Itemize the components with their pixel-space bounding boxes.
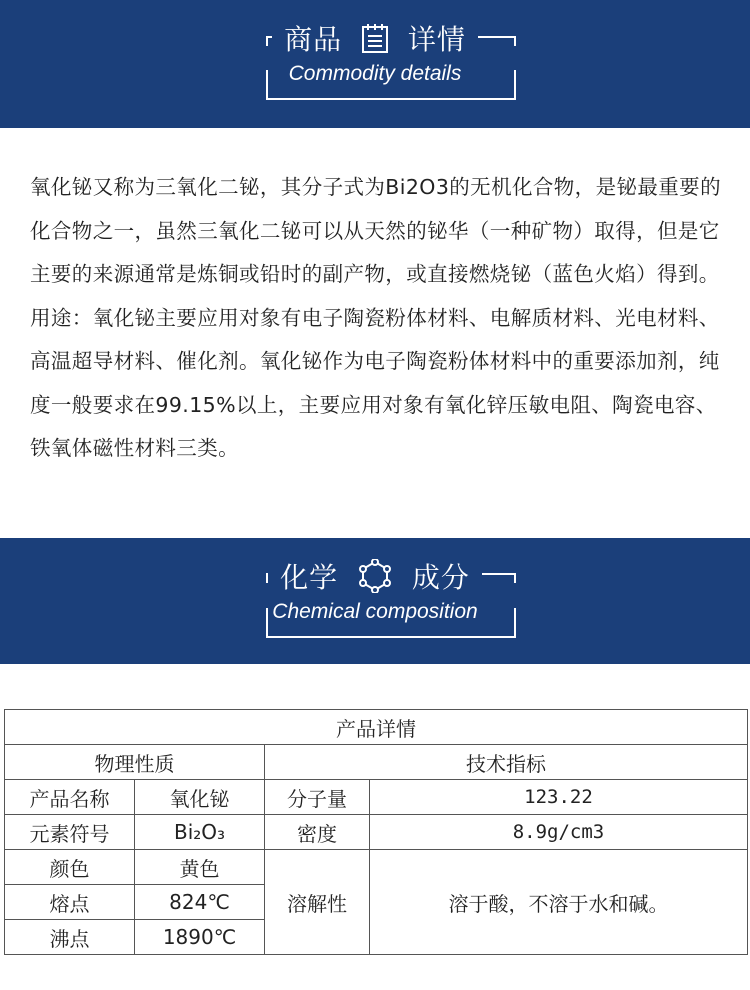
description-paragraph: 氧化铋又称为三氧化二铋，其分子式为Bi2O3的无机化合物，是铋最重要的化合物之一，虽然三氧化二铋可以从天然的铋华（一种矿物）取得，但是它主要的来源通常是炼铜或铅时的副产物，或直接燃烧铋（蓝色火焰）得到。 <box>30 175 721 286</box>
chemical-composition-banner <box>0 538 750 664</box>
table-cell-value: Bi₂O₃ <box>135 815 265 850</box>
technical-specs-header: 技术指标 <box>265 745 748 780</box>
product-description <box>30 166 730 471</box>
banner-title-right: 成分 <box>411 561 470 594</box>
banner-title-right: 详情 <box>407 23 466 56</box>
physical-properties-header: 物理性质 <box>5 745 265 780</box>
table-cell-label: 密度 <box>265 815 370 850</box>
usage-paragraph: 用途：氧化铋主要应用对象有电子陶瓷粉体材料、电解质材料、光电材料、高温超导材料、催化剂。氧化铋作为电子陶瓷粉体材料中的重要添加剂，纯度一般要求在99.15%以上，主要应用对象有氧化锌压敏电阻、陶瓷电容、铁氧体磁性材料三类。 <box>30 305 720 460</box>
banner-title <box>0 556 750 596</box>
table-row <box>5 780 748 815</box>
table-row <box>5 850 748 885</box>
table-cell-value: 氧化铋 <box>135 780 265 815</box>
table-row <box>5 815 748 850</box>
table-cell-label: 分子量 <box>265 780 370 815</box>
table-cell-value: 824℃ <box>135 885 265 920</box>
hexagon-molecule-icon <box>356 559 394 593</box>
table-cell-value: 溶于酸，不溶于水和碱。 <box>370 850 748 955</box>
table-cell-label: 产品名称 <box>5 780 135 815</box>
notepad-icon <box>360 22 390 54</box>
table-cell-value: 黄色 <box>135 850 265 885</box>
table-cell-value: 1890℃ <box>135 920 265 955</box>
commodity-details-banner <box>0 0 750 128</box>
table-cell-value: 8.9g/cm3 <box>370 815 748 850</box>
banner-title-left: 商品 <box>284 23 343 56</box>
product-spec-table <box>4 709 748 955</box>
table-caption: 产品详情 <box>5 710 748 745</box>
banner-subtitle: Chemical composition <box>272 600 478 623</box>
banner-title <box>0 18 750 58</box>
table-cell-label: 熔点 <box>5 885 135 920</box>
table-cell-label: 颜色 <box>5 850 135 885</box>
banner-subtitle: Commodity details <box>288 62 462 85</box>
table-row <box>5 710 748 745</box>
table-cell-label: 元素符号 <box>5 815 135 850</box>
table-cell-value: 123.22 <box>370 780 748 815</box>
table-row <box>5 745 748 780</box>
banner-title-left: 化学 <box>280 561 339 594</box>
table-cell-label: 沸点 <box>5 920 135 955</box>
table-cell-label: 溶解性 <box>265 850 370 955</box>
